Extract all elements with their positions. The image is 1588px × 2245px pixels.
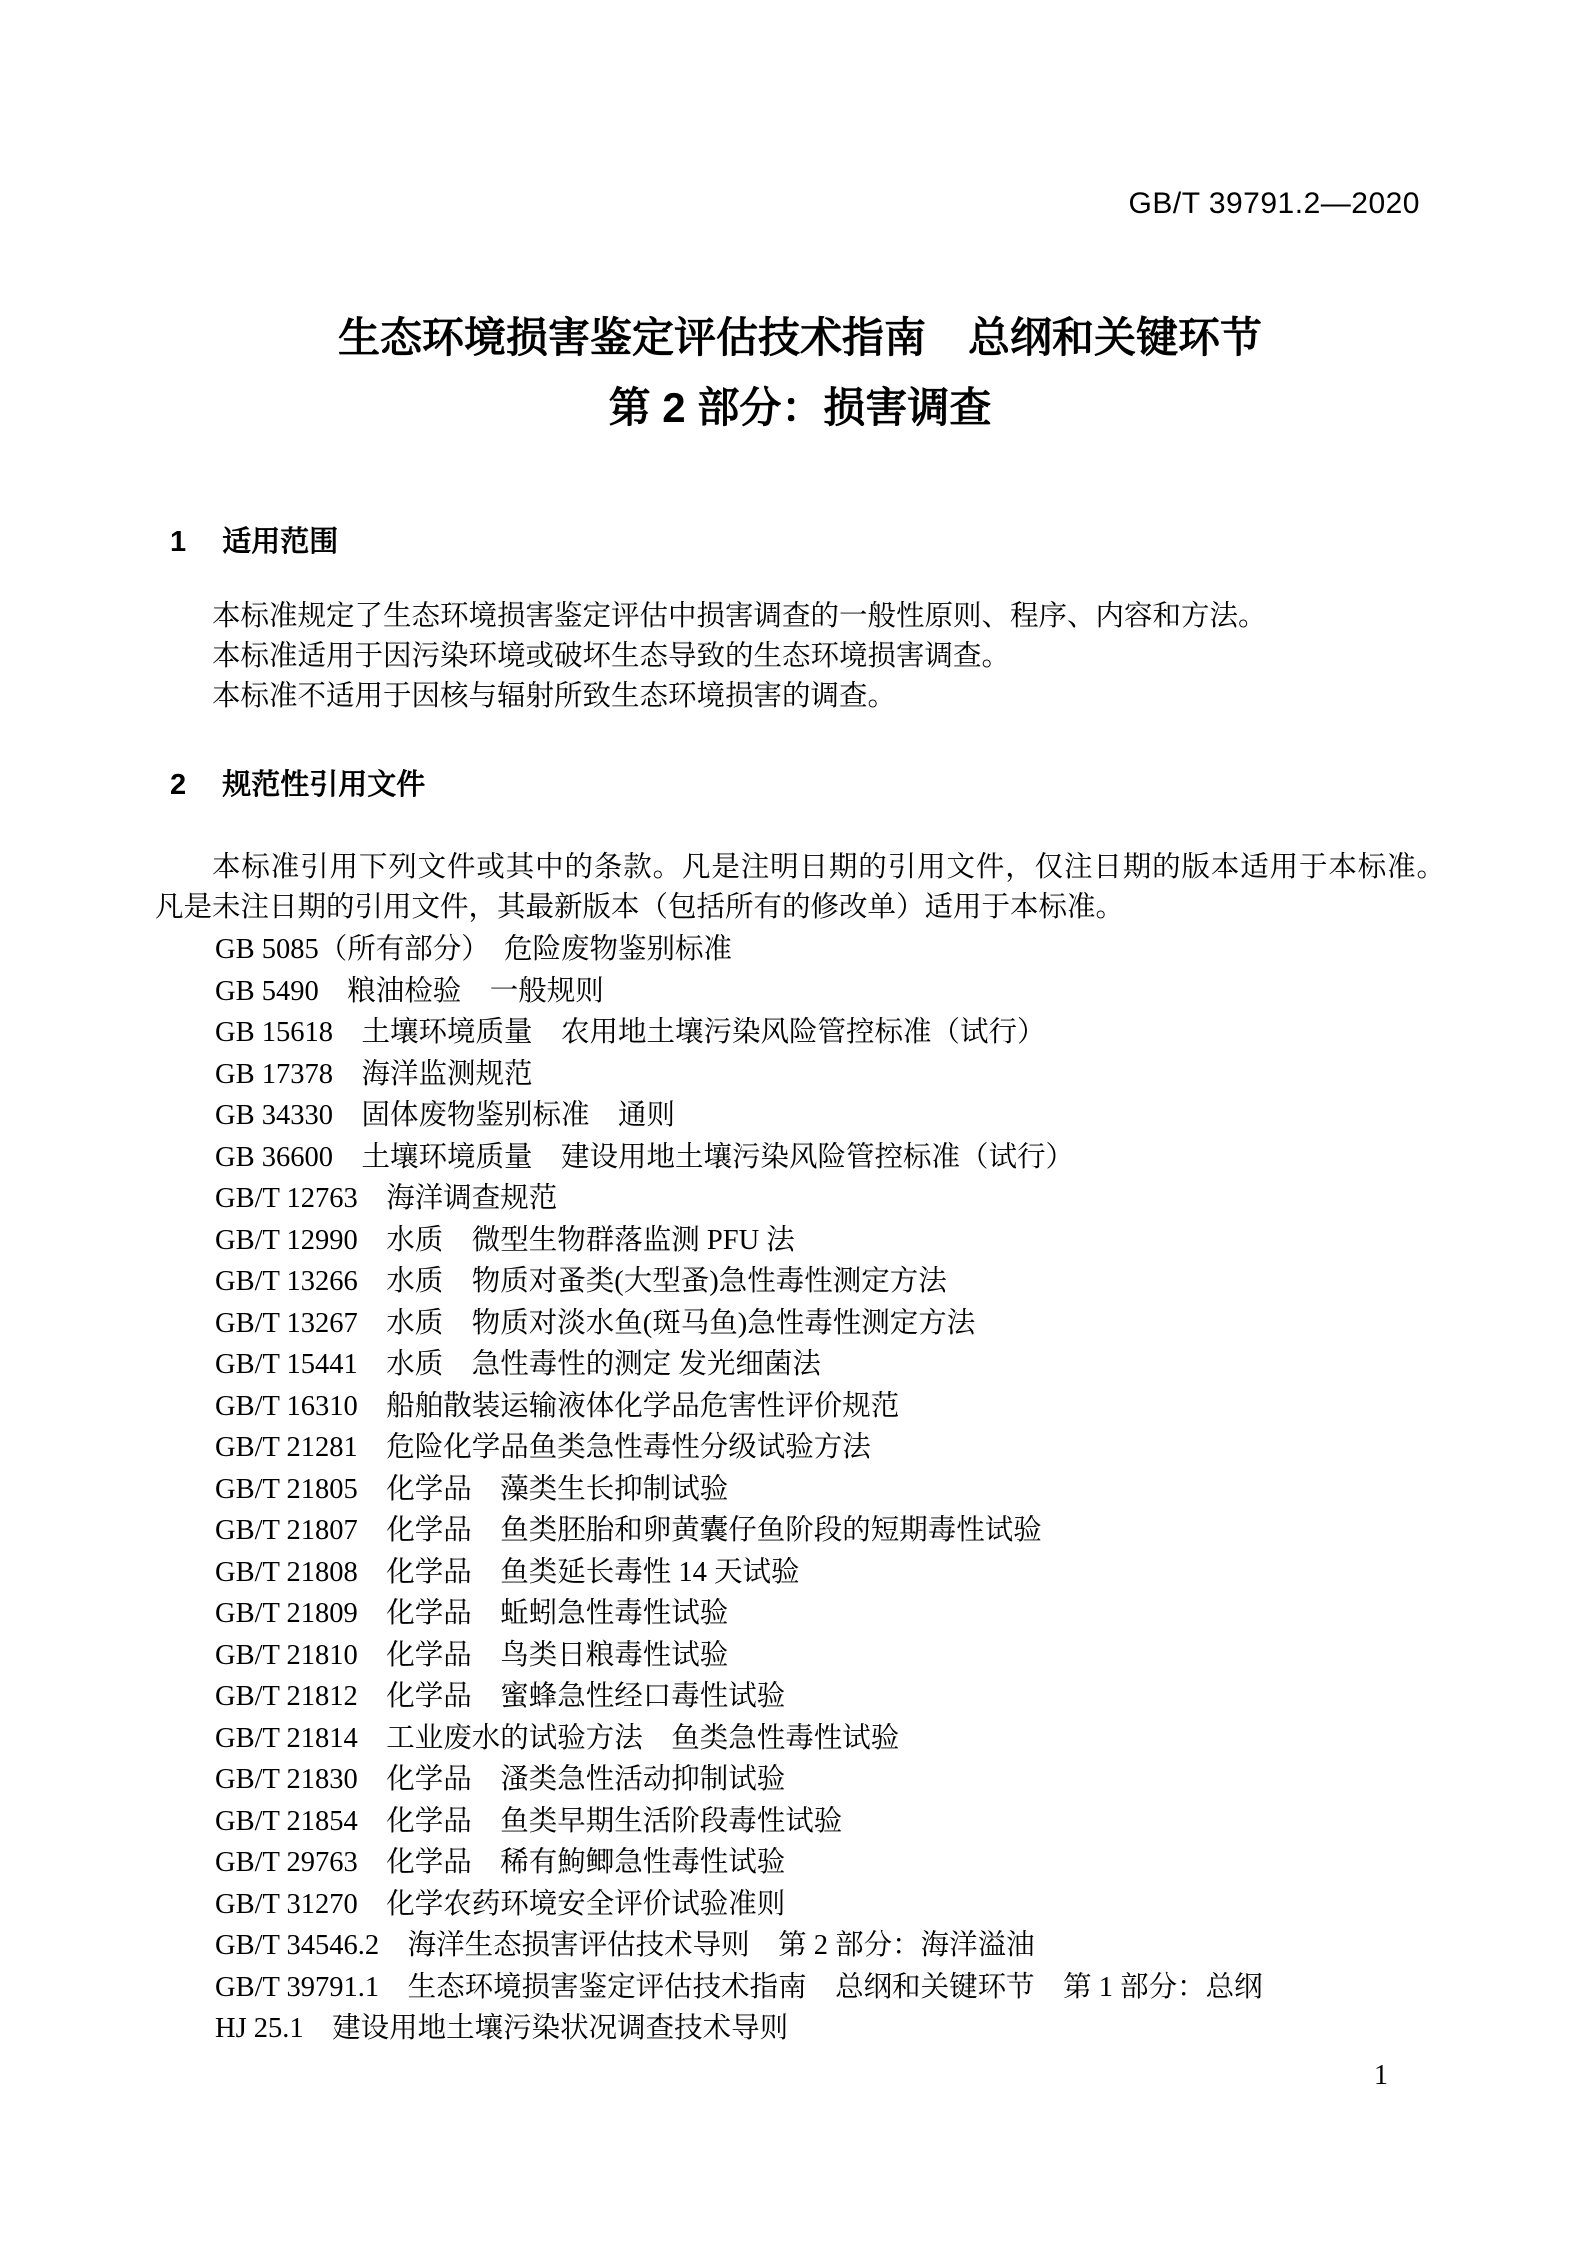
- reference-item: GB/T 21814 工业废水的试验方法 鱼类急性毒性试验: [215, 1722, 900, 1754]
- reference-item: GB/T 21808 化学品 鱼类延长毒性 14 天试验: [215, 1556, 800, 1588]
- paragraph: 本标准适用于因污染环境或破坏生态导致的生态环境损害调查。: [212, 641, 1011, 672]
- page-number: 1: [1374, 2060, 1388, 2091]
- reference-item: GB/T 21854 化学品 鱼类早期生活阶段毒性试验: [215, 1805, 843, 1837]
- reference-item: GB 15618 土壤环境质量 农用地土壤污染风险管控标准（试行）: [215, 1017, 1046, 1048]
- section-1-number: 1: [170, 526, 187, 558]
- reference-item: GB 17378 海洋监测规范: [215, 1058, 533, 1090]
- document-title-line-1: 生态环境损害鉴定评估技术指南 总纲和关键环节: [337, 314, 1262, 361]
- reference-item: GB/T 15441 水质 急性毒性的测定 发光细菌法: [215, 1349, 821, 1380]
- reference-item: GB 34330 固体废物鉴别标准 通则: [215, 1100, 675, 1131]
- section-1-body: [155, 597, 1445, 717]
- normative-references-list: [215, 929, 1455, 2050]
- reference-item: GB/T 13266 水质 物质对蚤类(大型蚤)急性毒性测定方法: [215, 1266, 947, 1297]
- document-title-line-2: 第 2 部分：损害调查: [608, 384, 992, 431]
- reference-item: GB/T 21807 化学品 鱼类胚胎和卵黄囊仔鱼阶段的短期毒性试验: [215, 1515, 1042, 1546]
- paragraph: 凡是未注日期的引用文件，其最新版本（包括所有的修改单）适用于本标准。: [155, 892, 1125, 923]
- reference-item: GB/T 21281 危险化学品鱼类急性毒性分级试验方法: [215, 1432, 871, 1463]
- reference-item: GB/T 21809 化学品 蚯蚓急性毒性试验: [215, 1598, 729, 1629]
- reference-item: GB/T 12990 水质 微型生物群落监测 PFU 法: [215, 1224, 795, 1256]
- reference-item: GB/T 21810 化学品 鸟类日粮毒性试验: [215, 1639, 729, 1671]
- reference-item: GB/T 29763 化学品 稀有鮈鲫急性毒性试验: [215, 1847, 786, 1878]
- reference-item: GB 5490 粮油检验 一般规则: [215, 975, 604, 1007]
- reference-item: GB/T 31270 化学农药环境安全评价试验准则: [215, 1888, 786, 1920]
- section-1-title: 适用范围: [222, 526, 339, 558]
- reference-item: GB 5085（所有部分） 危险废物鉴别标准: [215, 934, 732, 965]
- section-2-heading: [170, 767, 425, 803]
- reference-item: GB/T 34546.2 海洋生态损害评估技术导则 第 2 部分：海洋溢油: [215, 1930, 1035, 1961]
- standard-number-header: GB/T 39791.2—2020: [1128, 187, 1420, 220]
- reference-item: GB/T 13267 水质 物质对淡水鱼(斑马鱼)急性毒性测定方法: [215, 1307, 976, 1339]
- paragraph: 本标准引用下列文件或其中的条款。凡是注明日期的引用文件，仅注日期的版本适用于本标准。: [212, 852, 1445, 883]
- section-2-number: 2: [170, 769, 187, 801]
- section-2-body: [155, 848, 1445, 928]
- reference-item: GB/T 39791.1 生态环境损害鉴定评估技术指南 总纲和关键环节 第 1 部分：总纲: [215, 1971, 1263, 2003]
- reference-item: HJ 25.1 建设用地土壤污染状况调查技术导则: [215, 2013, 789, 2044]
- section-2-title: 规范性引用文件: [222, 769, 426, 801]
- reference-item: GB/T 21805 化学品 藻类生长抑制试验: [215, 1473, 729, 1505]
- paragraph: 本标准不适用于因核与辐射所致生态环境损害的调查。: [212, 681, 897, 712]
- reference-item: GB/T 12763 海洋调查规范: [215, 1183, 558, 1214]
- reference-item: GB 36600 土壤环境质量 建设用地土壤污染风险管控标准（试行）: [215, 1141, 1074, 1173]
- document-title: [155, 303, 1445, 443]
- reference-item: GB/T 21830 化学品 溞类急性活动抑制试验: [215, 1764, 786, 1795]
- paragraph: 本标准规定了生态环境损害鉴定评估中损害调查的一般性原则、程序、内容和方法。: [212, 601, 1267, 632]
- reference-item: GB/T 16310 船舶散装运输液体化学品危害性评价规范: [215, 1390, 900, 1422]
- section-1-heading: [170, 524, 338, 560]
- reference-item: GB/T 21812 化学品 蜜蜂急性经口毒性试验: [215, 1681, 786, 1712]
